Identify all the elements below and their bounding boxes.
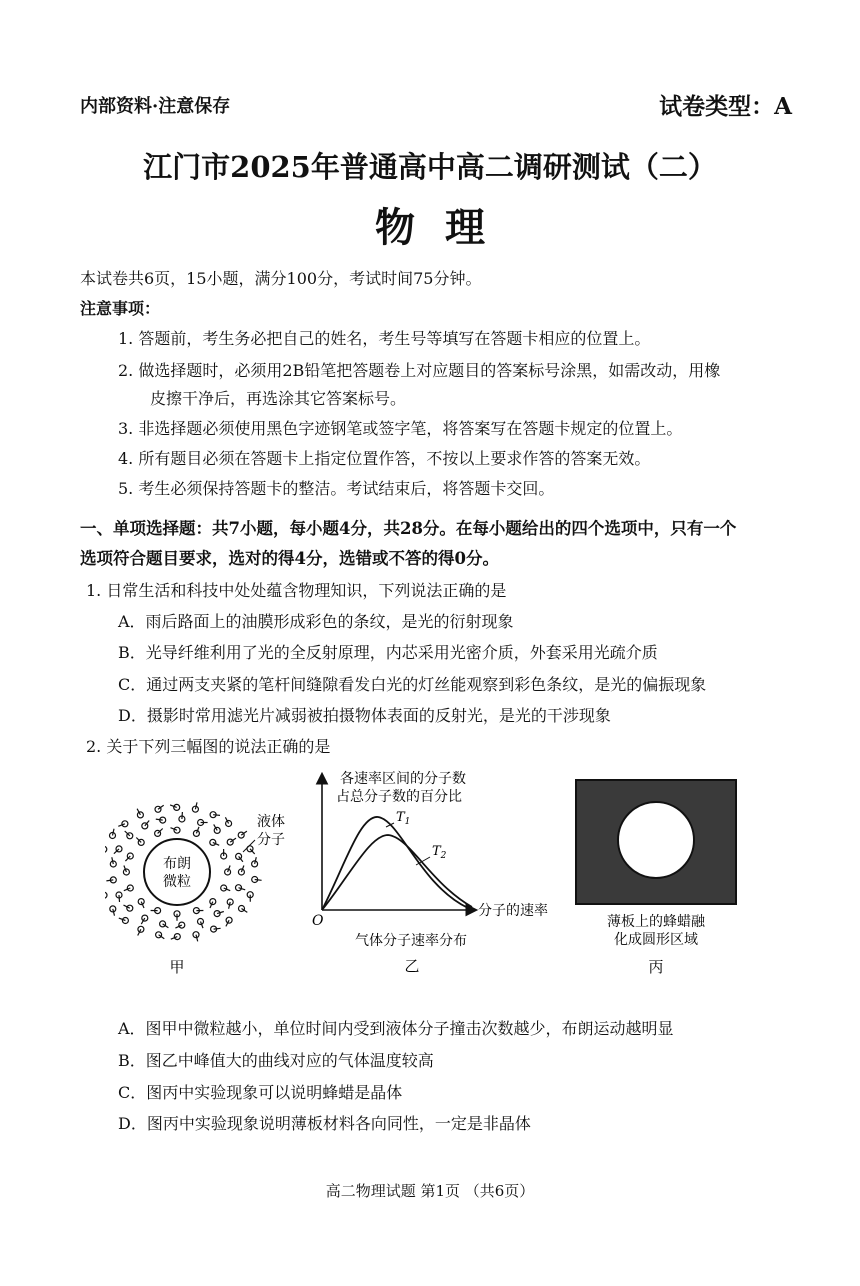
liquid-molecule xyxy=(122,821,128,827)
figure-bing xyxy=(572,778,742,978)
liquid-molecule xyxy=(142,915,148,921)
y-axis-label-2: 占总分子数的百分比 xyxy=(336,789,462,805)
liquid-molecule xyxy=(210,899,216,905)
liquid-molecule xyxy=(174,804,180,810)
section1-line1: 一、单项选择题：共7小题，每小题4分，共28分。在每小题给出的四个选项中，只有一个 xyxy=(80,519,737,538)
molecule-motion-arrow xyxy=(182,812,183,819)
liquid-molecule xyxy=(127,905,133,911)
q1-option-c: C．通过两支夹紧的笔杆间缝隙看发白光的灯丝能观察到彩色条纹，是光的偏振现象 xyxy=(118,675,707,694)
notice-item-2: 2. 做选择题时，必须用2B铅笔把答题卷上对应题目的答案标号涂黑，如需改动，用橡 xyxy=(118,361,721,380)
figure-yi-title: 气体分子速率分布 xyxy=(355,933,467,949)
figure-jia xyxy=(105,800,305,980)
t2-label: $T_2$ xyxy=(432,844,447,861)
exam-title: 江门市2025年普通高中高二调研测试（二） xyxy=(143,150,717,184)
q1-option-d: D．摄影时常用滤光片减弱被拍摄物体表面的反射光，是光的干涉现象 xyxy=(118,706,611,725)
molecule-motion-arrow xyxy=(214,928,221,929)
liquid-molecule xyxy=(174,934,180,940)
q2-stem: 2. 关于下列三幅图的说法正确的是 xyxy=(86,737,331,756)
molecule-motion-arrow xyxy=(255,880,262,881)
q1-option-b: B．光导纤维利用了光的全反射原理，内芯采用光密介质，外套采用光疏介质 xyxy=(118,643,658,662)
liquid-molecule xyxy=(138,926,144,932)
q2-option-a: A．图甲中微粒越小，单位时间内受到液体分子撞击次数越少，布朗运动越明显 xyxy=(118,1019,674,1038)
paper-type: 试卷类型：A xyxy=(659,93,792,120)
liquid-molecule xyxy=(138,899,144,905)
exam-intro: 本试卷共6页，15小题，满分100分，考试时间75分钟。 xyxy=(80,269,482,288)
notice-item-1: 1. 答题前，考生务必把自己的姓名，考生号等填写在答题卡相应的位置上。 xyxy=(118,329,651,348)
notice-item-3: 3. 非选择题必须使用黑色字迹钢笔或签字笔，将答案写在答题卡规定的位置上。 xyxy=(118,419,683,438)
liquid-molecule xyxy=(179,922,185,928)
figure-bing-label-1: 薄板上的蜂蜡融 xyxy=(607,914,705,930)
molecule-motion-arrow xyxy=(119,895,120,902)
notice-item-2-cont: 皮擦干净后，再选涂其它答案标号。 xyxy=(150,389,407,408)
liquid-molecule xyxy=(174,827,180,833)
t1-label: $T_1$ xyxy=(396,810,411,827)
liquid-molecule xyxy=(127,885,133,891)
liquid-molecule xyxy=(193,830,199,836)
brownian-particle-circle xyxy=(144,839,210,905)
curve-t1 xyxy=(322,817,468,910)
q1-option-a: A．雨后路面上的油膜形成彩色的条纹，是光的衍射现象 xyxy=(118,612,514,631)
liquid-molecule xyxy=(105,892,107,898)
liquid-molecule xyxy=(226,821,232,827)
notice-item-5: 5. 考生必须保持答题卡的整洁。考试结束后，将答题卡交回。 xyxy=(118,479,555,498)
page-footer: 高二物理试题 第1页 （共6页） xyxy=(325,1182,535,1200)
y-axis-label-1: 各速率区间的分子数 xyxy=(340,771,466,787)
figure-yi xyxy=(300,765,560,980)
figure-bing-label-2: 化成圆形区域 xyxy=(614,932,698,948)
origin-label: O xyxy=(312,913,324,929)
figure-yi-caption: 乙 xyxy=(404,957,420,975)
curve-t2 xyxy=(322,835,472,910)
q2-option-b: B．图乙中峰值大的曲线对应的气体温度较高 xyxy=(118,1051,434,1070)
liquid-label-2: 分子 xyxy=(257,832,285,848)
notice-item-4: 4. 所有题目必须在答题卡上指定位置作答，不按以上要求作答的答案无效。 xyxy=(118,449,651,468)
q1-stem: 1. 日常生活和科技中处处蕴含物理知识，下列说法正确的是 xyxy=(86,581,507,600)
header-left: 内部资料·注意保存 xyxy=(80,96,231,117)
figure-jia-caption: 甲 xyxy=(169,958,185,976)
liquid-molecule xyxy=(214,827,220,833)
liquid-molecule xyxy=(137,812,143,818)
notice-heading: 注意事项： xyxy=(80,299,161,318)
liquid-label-1: 液体 xyxy=(257,814,285,830)
melted-wax-circle xyxy=(618,802,694,878)
particle-label-2: 微粒 xyxy=(163,874,191,890)
x-axis-label: 分子的速率 xyxy=(478,903,548,919)
particle-label-1: 布朗 xyxy=(163,856,191,872)
q2-option-c: C．图丙中实验现象可以说明蜂蜡是晶体 xyxy=(118,1083,403,1102)
figure-bing-caption: 丙 xyxy=(648,958,664,976)
q2-option-d: D．图丙中实验现象说明薄板材料各向同性，一定是非晶体 xyxy=(118,1114,531,1133)
subject-title: 物理 xyxy=(375,204,515,251)
liquid-molecule xyxy=(105,846,107,852)
section1-line2: 选项符合题目要求，选对的得4分，选错或不答的得0分。 xyxy=(80,549,499,568)
molecule-motion-arrow xyxy=(213,815,220,816)
